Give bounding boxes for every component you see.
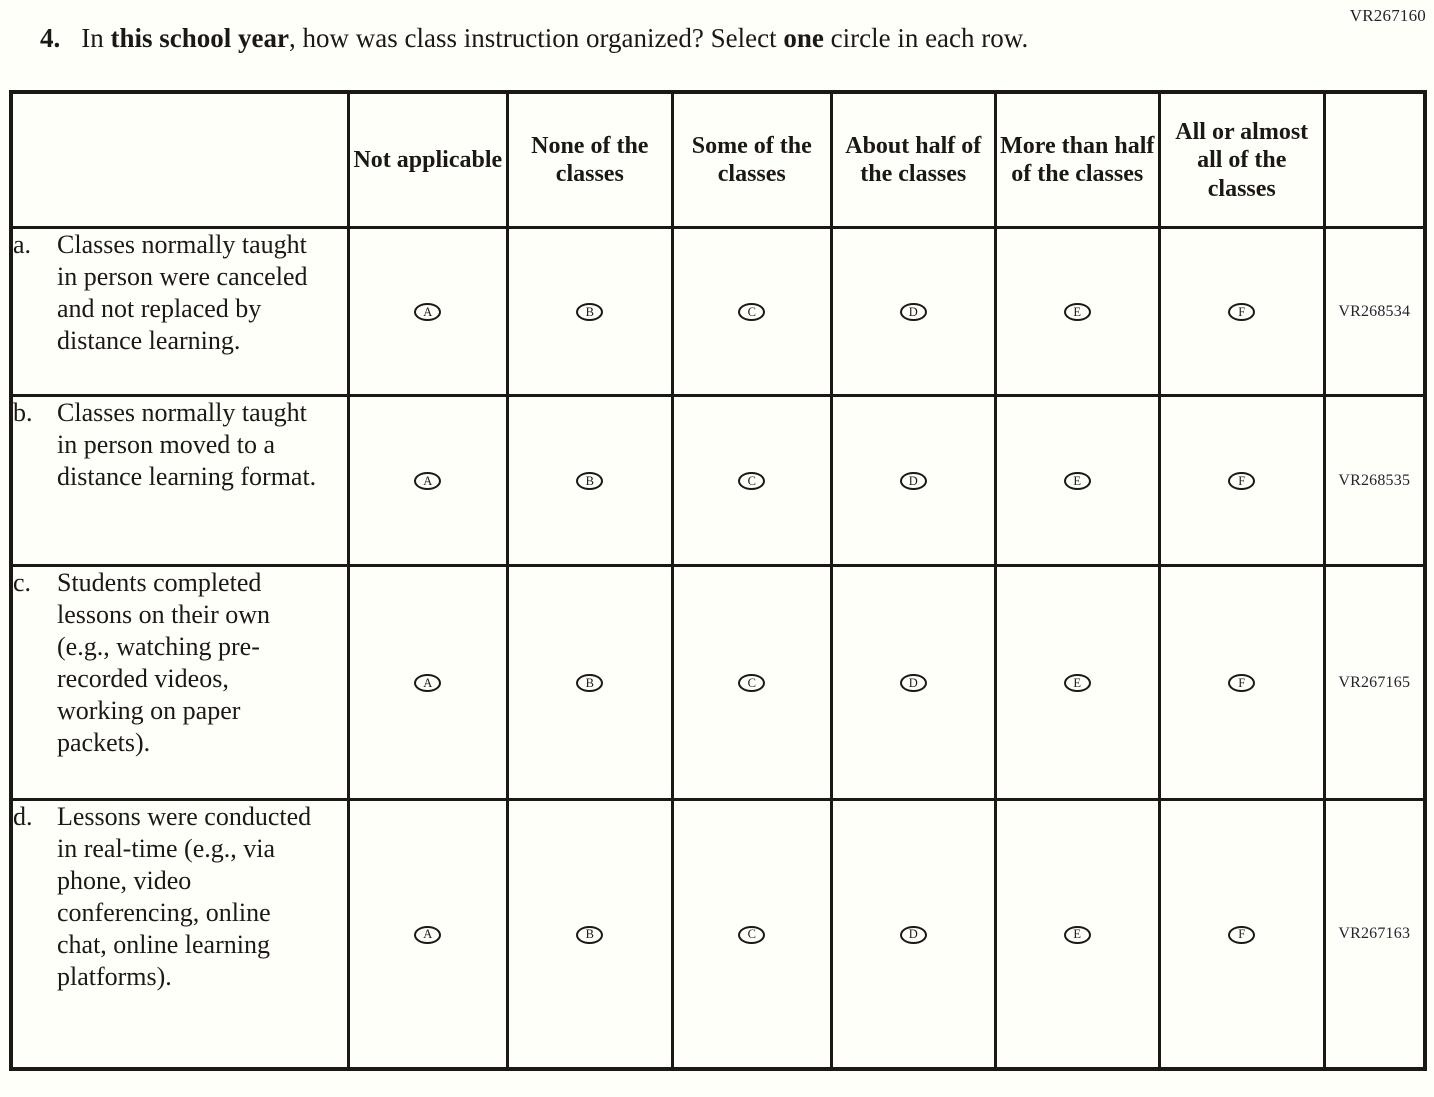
row-c-option-b-bubble[interactable]: B xyxy=(576,674,603,692)
row-d-cell-all xyxy=(1160,800,1325,1070)
row-d-cell-none xyxy=(508,800,673,1070)
column-header-some: Some of the classes xyxy=(672,92,831,228)
column-header-all: All or almost all of the classes xyxy=(1160,92,1325,228)
question-text-part: circle in each row. xyxy=(823,23,1029,53)
column-header-not-applicable: Not applicable xyxy=(348,92,507,228)
row-d-option-b-bubble[interactable]: B xyxy=(576,926,603,944)
vr-code-header-empty xyxy=(1324,92,1425,228)
row-b-vr-code: VR268535 xyxy=(1324,396,1425,566)
row-a-option-a-bubble[interactable]: A xyxy=(414,303,441,321)
row-c-cell-none xyxy=(508,566,673,800)
row-text: Lessons were conducted in real-time (e.g., via phone, video conferencing, online chat, online learning platforms). xyxy=(57,802,312,992)
row-a-cell-about-half xyxy=(832,228,996,396)
row-c-cell-more-than-half xyxy=(995,566,1160,800)
header-row xyxy=(11,92,1425,228)
row-a-cell-some xyxy=(672,228,831,396)
row-a-cell-all xyxy=(1160,228,1325,396)
row-a-cell-none xyxy=(508,228,673,396)
row-a-label-cell xyxy=(11,228,348,396)
row-d-option-e-bubble[interactable]: E xyxy=(1064,926,1091,944)
row-d-vr-code: VR267163 xyxy=(1324,800,1425,1070)
table-row-c xyxy=(11,566,1425,800)
row-d-option-a-bubble[interactable]: A xyxy=(414,926,441,944)
row-c-option-a-bubble[interactable]: A xyxy=(414,674,441,692)
question-text-part: In xyxy=(81,23,111,53)
question-text-bold: one xyxy=(783,23,824,53)
row-a-option-d-bubble[interactable]: D xyxy=(900,303,927,321)
row-text: Classes normally taught in person moved to a distance learning format. xyxy=(57,398,317,492)
column-header-about-half: About half of the classes xyxy=(832,92,996,228)
row-b-cell-about-half xyxy=(832,396,996,566)
row-d-option-c-bubble[interactable]: C xyxy=(738,926,765,944)
row-letter: d. xyxy=(13,802,33,832)
row-c-cell-all xyxy=(1160,566,1325,800)
table-row-d xyxy=(11,800,1425,1070)
row-d-option-f-bubble[interactable]: F xyxy=(1228,926,1255,944)
row-a-option-f-bubble[interactable]: F xyxy=(1228,303,1255,321)
row-b-cell-all xyxy=(1160,396,1325,566)
row-d-label-cell xyxy=(11,800,348,1070)
row-letter: c. xyxy=(13,568,32,598)
row-c-label-cell xyxy=(11,566,348,800)
table-row-b xyxy=(11,396,1425,566)
column-header-more-than-half: More than half of the classes xyxy=(995,92,1160,228)
row-b-option-d-bubble[interactable]: D xyxy=(900,472,927,490)
row-b-cell-not-applicable xyxy=(348,396,507,566)
response-grid xyxy=(9,90,1427,1071)
row-b-option-a-bubble[interactable]: A xyxy=(414,472,441,490)
row-c-vr-code: VR267165 xyxy=(1324,566,1425,800)
row-b-option-c-bubble[interactable]: C xyxy=(738,472,765,490)
row-a-option-c-bubble[interactable]: C xyxy=(738,303,765,321)
table-row-a xyxy=(11,228,1425,396)
question-stem xyxy=(0,0,1434,54)
row-c-cell-about-half xyxy=(832,566,996,800)
row-label-header-empty xyxy=(11,92,348,228)
row-a-vr-code: VR268534 xyxy=(1324,228,1425,396)
row-c-cell-some xyxy=(672,566,831,800)
row-a-option-e-bubble[interactable]: E xyxy=(1064,303,1091,321)
row-c-option-e-bubble[interactable]: E xyxy=(1064,674,1091,692)
row-c-option-f-bubble[interactable]: F xyxy=(1228,674,1255,692)
question-text-bold: this school year xyxy=(110,23,289,53)
row-b-label-cell xyxy=(11,396,348,566)
row-c-option-c-bubble[interactable]: C xyxy=(738,674,765,692)
row-text: Students completed lessons on their own (e.g., watching pre-recorded videos, working on paper packets). xyxy=(57,568,271,758)
question-number: 4. xyxy=(40,23,61,53)
column-header-none: None of the classes xyxy=(508,92,673,228)
row-b-cell-some xyxy=(672,396,831,566)
row-a-cell-more-than-half xyxy=(995,228,1160,396)
row-d-cell-some xyxy=(672,800,831,1070)
row-letter: b. xyxy=(13,398,33,428)
row-d-cell-not-applicable xyxy=(348,800,507,1070)
row-letter: a. xyxy=(13,230,32,260)
row-c-option-d-bubble[interactable]: D xyxy=(900,674,927,692)
question-text xyxy=(81,23,1028,53)
row-a-cell-not-applicable xyxy=(348,228,507,396)
row-d-option-d-bubble[interactable]: D xyxy=(900,926,927,944)
row-a-option-b-bubble[interactable]: B xyxy=(576,303,603,321)
form-code: VR267160 xyxy=(1349,6,1426,25)
row-b-cell-more-than-half xyxy=(995,396,1160,566)
row-c-cell-not-applicable xyxy=(348,566,507,800)
row-b-option-f-bubble[interactable]: F xyxy=(1228,472,1255,490)
question-text-part: , how was class instruction organized? Select xyxy=(289,23,784,53)
row-b-cell-none xyxy=(508,396,673,566)
row-b-option-b-bubble[interactable]: B xyxy=(576,472,603,490)
row-b-option-e-bubble[interactable]: E xyxy=(1064,472,1091,490)
row-d-cell-more-than-half xyxy=(995,800,1160,1070)
row-d-cell-about-half xyxy=(832,800,996,1070)
row-text: Classes normally taught in person were canceled and not replaced by distance learning. xyxy=(57,230,308,356)
